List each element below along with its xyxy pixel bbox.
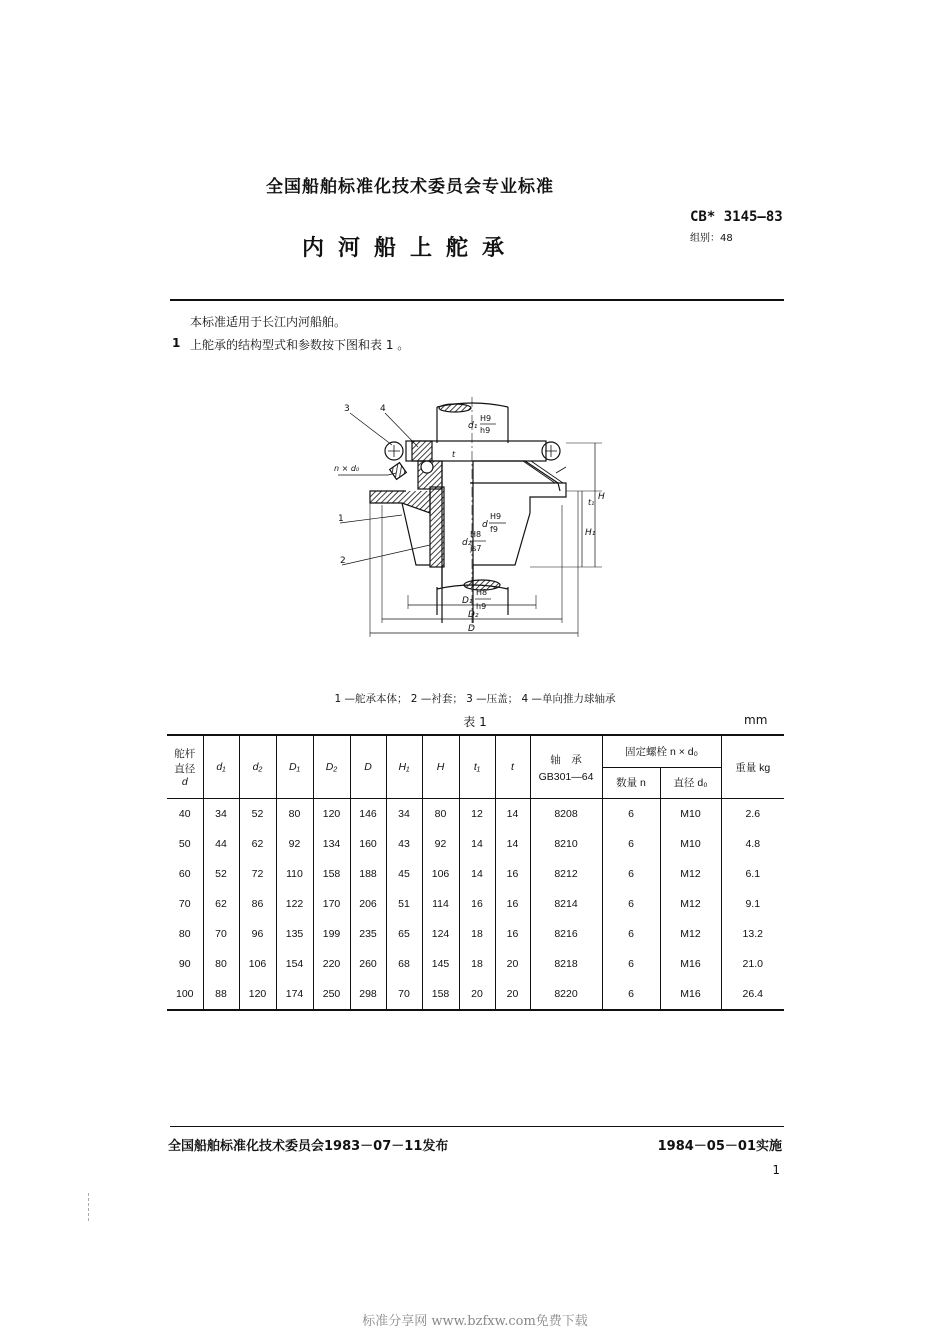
cell-bolt-dia: M12: [660, 919, 721, 949]
cell-H: 158: [422, 979, 459, 1010]
cell-d1: 62: [203, 889, 239, 919]
cell-bearing: 8214: [530, 889, 602, 919]
cell-H: 145: [422, 949, 459, 979]
clause-number: 1: [172, 336, 181, 350]
leader-1: [340, 515, 402, 523]
bushing-section: [430, 487, 444, 567]
label-d1: d₁: [468, 421, 478, 431]
cell-D2: 220: [313, 949, 350, 979]
callout-3: 3: [344, 404, 350, 414]
cell-t1: 20: [459, 979, 495, 1010]
cell-bearing: 8216: [530, 919, 602, 949]
table-row: [167, 829, 784, 859]
rudder-bearing-drawing: [330, 395, 620, 647]
cell-D: 260: [350, 949, 386, 979]
cell-D1: 122: [276, 889, 313, 919]
cell-rudder-d: 70: [167, 889, 203, 919]
table-body: [167, 799, 784, 1011]
cell-d2: 52: [239, 799, 276, 830]
label-d-fit-top: H9: [490, 512, 502, 521]
cell-D1: 174: [276, 979, 313, 1010]
cell-H: 80: [422, 799, 459, 830]
parameter-table: [167, 734, 784, 1011]
label-H1: H₁: [585, 528, 596, 538]
table-row: [167, 919, 784, 949]
cell-t: 16: [495, 889, 530, 919]
cell-t1: 14: [459, 859, 495, 889]
standard-code: CB* 3145—83: [690, 209, 783, 225]
header-rule: [170, 299, 784, 301]
table-row: [167, 859, 784, 889]
effective-date: 1984－05－01实施: [657, 1139, 782, 1154]
organization-title: 全国船舶标准化技术委员会专业标准: [266, 177, 554, 197]
issued-date: 全国船舶标准化技术委员会1983－07－11发布: [168, 1139, 449, 1154]
table-row: [167, 889, 784, 919]
cell-t1: 16: [459, 889, 495, 919]
cell-bolt-dia: M16: [660, 949, 721, 979]
cell-bearing: 8220: [530, 979, 602, 1010]
cell-t1: 12: [459, 799, 495, 830]
header-bearing: 轴 承 GB301—64: [530, 735, 602, 799]
cell-H1: 70: [386, 979, 422, 1010]
group-label: 组别：48: [690, 233, 733, 244]
scope-paragraph: 本标准适用于长江内河船舶。: [190, 315, 347, 329]
cell-weight: 4.8: [721, 829, 784, 859]
label-d2-fit-bottom: js7: [470, 544, 482, 553]
cell-D1: 110: [276, 859, 313, 889]
label-H: H: [598, 492, 605, 502]
header-d2: d₂: [239, 735, 276, 799]
cell-bolt-dia: M12: [660, 889, 721, 919]
cell-bearing: 8208: [530, 799, 602, 830]
cell-D: 298: [350, 979, 386, 1010]
cell-d1: 80: [203, 949, 239, 979]
thrust-ball: [421, 461, 433, 473]
cell-D: 160: [350, 829, 386, 859]
callout-bolt: n × d₀: [334, 464, 360, 473]
cell-d2: 96: [239, 919, 276, 949]
table-row: [167, 979, 784, 1010]
cell-d1: 34: [203, 799, 239, 830]
cell-weight: 26.4: [721, 979, 784, 1010]
cell-D: 206: [350, 889, 386, 919]
cell-bolt-dia: M12: [660, 859, 721, 889]
cell-H1: 43: [386, 829, 422, 859]
header-t: t: [495, 735, 530, 799]
footer-rule: [170, 1126, 784, 1127]
cell-t: 20: [495, 949, 530, 979]
cell-H: 124: [422, 919, 459, 949]
header-d1: d₁: [203, 735, 239, 799]
cell-H1: 51: [386, 889, 422, 919]
header-rudder-diameter: 舵杆 直径 d: [167, 735, 203, 799]
cell-H1: 65: [386, 919, 422, 949]
label-t: t: [452, 450, 456, 459]
cell-H: 114: [422, 889, 459, 919]
leader-2: [342, 545, 430, 565]
cell-D2: 134: [313, 829, 350, 859]
cell-D1: 154: [276, 949, 313, 979]
cell-t1: 18: [459, 949, 495, 979]
label-d: d: [482, 520, 488, 530]
cell-weight: 9.1: [721, 889, 784, 919]
cell-bolt-qty: 6: [602, 949, 660, 979]
cell-rudder-d: 80: [167, 919, 203, 949]
cell-rudder-d: 60: [167, 859, 203, 889]
cell-D: 235: [350, 919, 386, 949]
housing-taper-left: [402, 503, 430, 565]
table-row: [167, 949, 784, 979]
label-d1-fit-bottom: h9: [480, 426, 491, 435]
figure-caption: 1 —舵承本体； 2 —衬套； 3 —压盖； 4 —单向推力球轴承: [334, 693, 616, 705]
label-D: D: [468, 624, 475, 634]
housing-top-right: [473, 461, 560, 491]
cell-bolt-qty: 6: [602, 799, 660, 830]
label-d2: d₂: [462, 538, 472, 548]
cell-bolt-qty: 6: [602, 979, 660, 1010]
label-d1-fit-top: H9: [480, 414, 492, 423]
cell-D2: 199: [313, 919, 350, 949]
clause-text: 上舵承的结构型式和参数按下图和表 1 。: [190, 338, 410, 352]
cell-H1: 68: [386, 949, 422, 979]
cell-d2: 86: [239, 889, 276, 919]
cell-d1: 52: [203, 859, 239, 889]
label-d2-fit-top: H8: [470, 530, 482, 539]
header-weight: 重量 kg: [721, 735, 784, 799]
shaft-top-section: [439, 404, 471, 412]
cell-weight: 6.1: [721, 859, 784, 889]
cell-bolt-qty: 6: [602, 889, 660, 919]
cell-d2: 120: [239, 979, 276, 1010]
cell-weight: 2.6: [721, 799, 784, 830]
label-t1: t₁: [588, 498, 595, 507]
cell-bearing: 8210: [530, 829, 602, 859]
cell-D: 188: [350, 859, 386, 889]
bolt-head: [390, 463, 407, 480]
cell-rudder-d: 40: [167, 799, 203, 830]
cell-t: 20: [495, 979, 530, 1010]
header-bolts: 固定螺栓 n × d₀: [602, 735, 721, 767]
margin-mark: [88, 1193, 90, 1221]
cell-H1: 45: [386, 859, 422, 889]
cell-H1: 34: [386, 799, 422, 830]
label-D1: D₁: [462, 596, 473, 606]
cell-bolt-dia: M16: [660, 979, 721, 1010]
cell-D1: 80: [276, 799, 313, 830]
label-D1-fit-bottom: h9: [476, 602, 487, 611]
cell-weight: 13.2: [721, 919, 784, 949]
cell-bearing: 8212: [530, 859, 602, 889]
cell-D1: 92: [276, 829, 313, 859]
cell-weight: 21.0: [721, 949, 784, 979]
header-H1: H₁: [386, 735, 422, 799]
table-title: 表 1: [463, 715, 487, 729]
leader-4: [385, 413, 418, 447]
cell-d2: 62: [239, 829, 276, 859]
cell-D2: 170: [313, 889, 350, 919]
cell-d1: 44: [203, 829, 239, 859]
cell-bearing: 8218: [530, 949, 602, 979]
cell-D2: 120: [313, 799, 350, 830]
cell-d2: 72: [239, 859, 276, 889]
header-D: D: [350, 735, 386, 799]
cell-rudder-d: 100: [167, 979, 203, 1010]
cell-D: 146: [350, 799, 386, 830]
page-number: 1: [772, 1163, 780, 1177]
cell-t: 16: [495, 859, 530, 889]
cell-H: 92: [422, 829, 459, 859]
table-unit: mm: [744, 713, 768, 727]
cell-D2: 158: [313, 859, 350, 889]
header-bolt-dia: 直径 d₀: [660, 767, 721, 799]
cell-bolt-dia: M10: [660, 799, 721, 830]
cell-t1: 18: [459, 919, 495, 949]
watermark: 标准分享网 www.bzfxw.com免费下载: [362, 1314, 588, 1329]
label-D2: D₂: [468, 610, 479, 620]
header-H: H: [422, 735, 459, 799]
header-D2: D₂: [313, 735, 350, 799]
header-t1: t₁: [459, 735, 495, 799]
cell-bolt-qty: 6: [602, 829, 660, 859]
leader-bolt: [338, 473, 396, 475]
cell-d1: 88: [203, 979, 239, 1010]
cell-t: 16: [495, 919, 530, 949]
document-title: 内河船上舵承: [301, 236, 518, 261]
table-row: [167, 799, 784, 830]
cell-d1: 70: [203, 919, 239, 949]
leader-3: [350, 413, 392, 445]
callout-1: 1: [338, 514, 344, 524]
cell-D2: 250: [313, 979, 350, 1010]
cell-H: 106: [422, 859, 459, 889]
cell-t1: 14: [459, 829, 495, 859]
callout-2: 2: [340, 556, 346, 566]
cell-rudder-d: 90: [167, 949, 203, 979]
header-bolt-qty: 数量 n: [602, 767, 660, 799]
cell-bolt-dia: M10: [660, 829, 721, 859]
callout-4: 4: [380, 404, 386, 414]
label-d-fit-bottom: f9: [490, 525, 498, 534]
cell-bolt-qty: 6: [602, 859, 660, 889]
label-D1-fit-top: H8: [476, 588, 488, 597]
cell-bolt-qty: 6: [602, 919, 660, 949]
cell-t: 14: [495, 829, 530, 859]
cell-rudder-d: 50: [167, 829, 203, 859]
cell-t: 14: [495, 799, 530, 830]
header-D1: D₁: [276, 735, 313, 799]
cell-d2: 106: [239, 949, 276, 979]
cell-D1: 135: [276, 919, 313, 949]
housing-flange-left: [370, 491, 430, 513]
